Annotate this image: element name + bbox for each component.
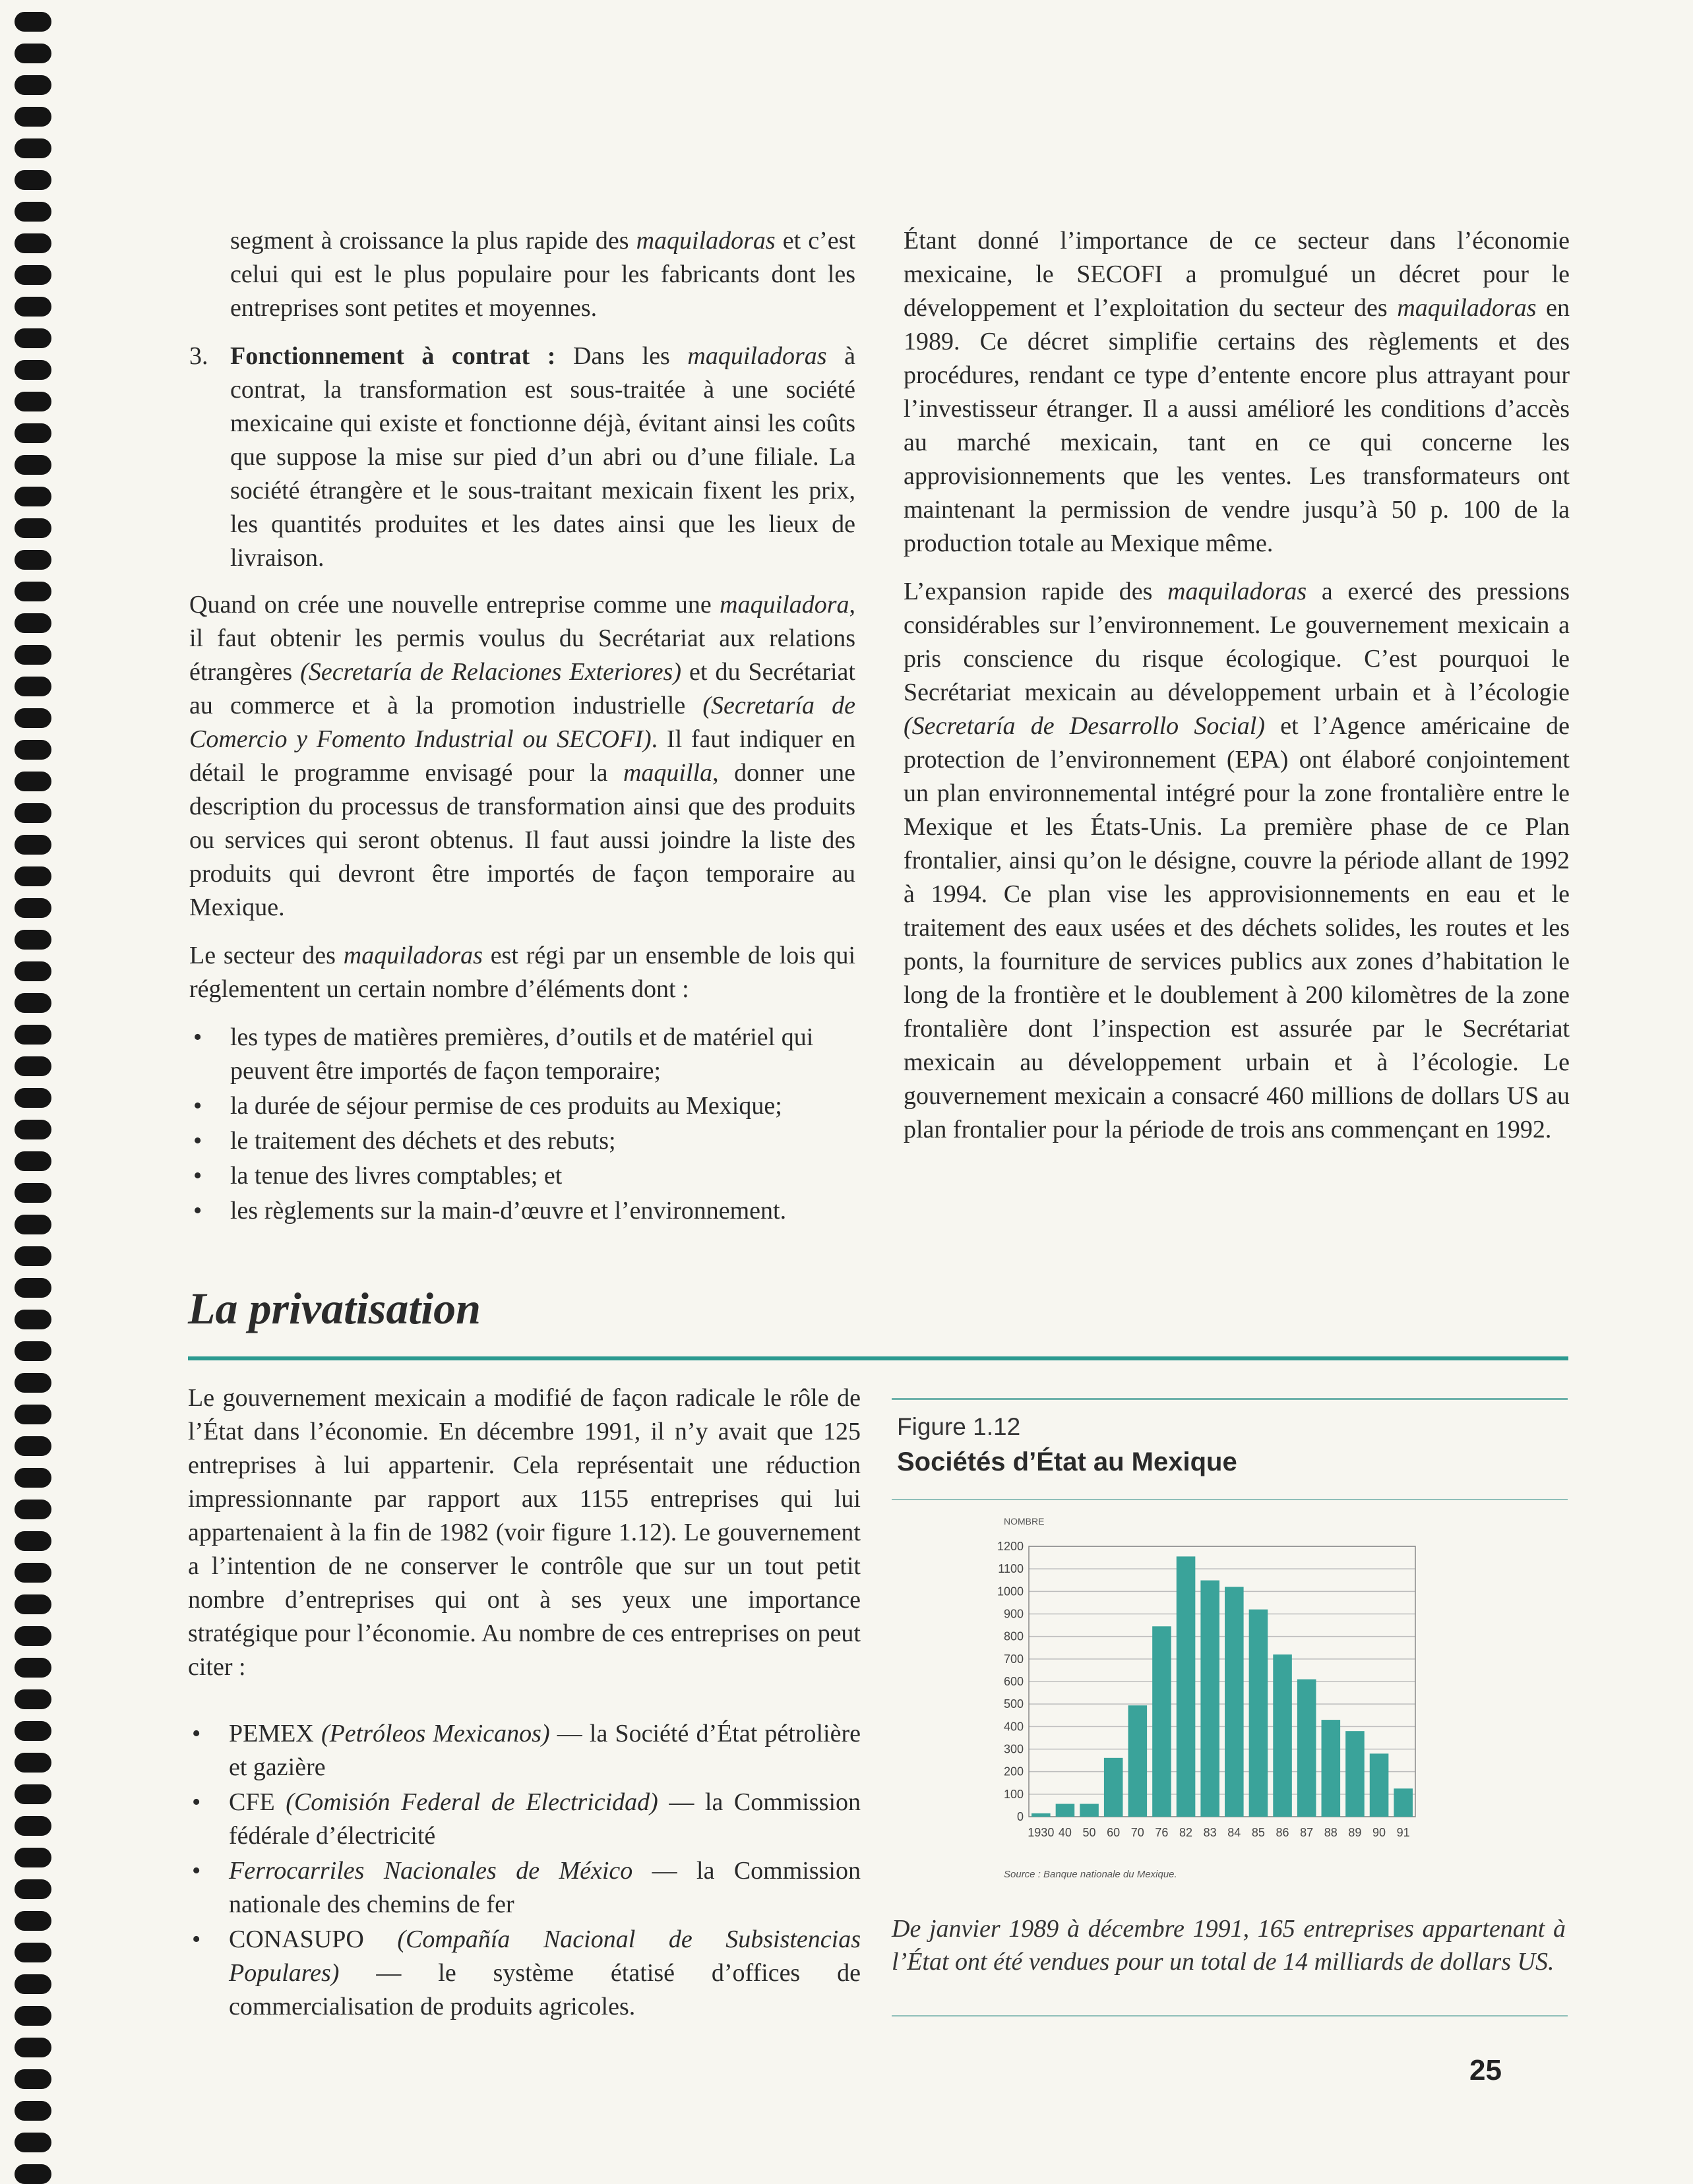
y-tick-label: 700 xyxy=(1003,1652,1024,1666)
binding-hole xyxy=(15,1911,51,1931)
laws-bullet-list xyxy=(189,1021,855,1228)
figure-source: Source : Banque nationale du Mexique. xyxy=(1004,1869,1177,1880)
y-tick-label: 1200 xyxy=(997,1540,1024,1553)
binding-hole xyxy=(15,138,51,158)
binding-hole xyxy=(15,2164,51,2184)
y-tick-label: 0 xyxy=(1016,1810,1024,1823)
binding-hole xyxy=(15,1500,51,1519)
x-tick-label: 76 xyxy=(1155,1826,1169,1839)
binding-hole xyxy=(15,1468,51,1488)
binding-hole xyxy=(15,898,51,918)
y-tick-label: 900 xyxy=(1003,1607,1024,1621)
binding-hole xyxy=(15,930,51,950)
binding-hole xyxy=(15,866,51,886)
paragraph-intro: segment à croissance la plus rapide des maquiladoras et c’est celui qui est le plus populaire pour les fabricants dont les entreprises sont petites et moyennes. xyxy=(230,227,856,322)
binding-hole xyxy=(15,2069,51,2089)
binding-hole xyxy=(15,1974,51,1994)
paragraph-permits: Quand on crée une nouvelle entreprise comme une maquiladora, il faut obtenir les permis voulus du Secrétariat aux relations étrangères (Secretaría de Relaciones Exteriores) et du Secrétariat au commerce et à la promotion industrielle (Secretaría de Comercio y Fomento Industrial ou SECOFI). Il faut indiquer en détail le programme envisagé pour la maquilla, donner une description du processus de transformation ainsi que des produits ou services qui seront obtenus. Il faut aussi joindre la liste des produits qui devront être importés de façon temporaire au Mexique. xyxy=(189,591,856,921)
y-tick-label: 600 xyxy=(1003,1675,1024,1688)
bar-76 xyxy=(1152,1626,1171,1817)
left-column xyxy=(189,224,855,1229)
bar-1930 xyxy=(1031,1813,1051,1817)
item-title: Fonctionnement à contrat : xyxy=(230,342,556,370)
y-tick-label: 100 xyxy=(1003,1787,1024,1801)
binding-hole xyxy=(15,961,51,981)
binding-hole xyxy=(15,1563,51,1583)
binding-hole xyxy=(15,1531,51,1551)
binding-hole xyxy=(15,328,51,348)
x-tick-label: 91 xyxy=(1396,1826,1410,1839)
list-item: • PEMEX (Petróleos Mexicanos) — la Société d’État pétrolière et gazière xyxy=(192,1720,861,1781)
binding-hole xyxy=(15,1848,51,1867)
list-item: • la tenue des livres comptables; et xyxy=(193,1162,563,1190)
bar-88 xyxy=(1322,1720,1341,1817)
binding-hole xyxy=(15,1405,51,1424)
bar-87 xyxy=(1297,1680,1316,1817)
binding-hole xyxy=(15,1689,51,1709)
x-tick-label: 89 xyxy=(1348,1826,1362,1839)
bar-85 xyxy=(1249,1610,1268,1817)
bar-chart xyxy=(989,1510,1425,1886)
x-tick-label: 50 xyxy=(1082,1826,1096,1839)
binding-hole xyxy=(15,1816,51,1836)
figure-title-rule xyxy=(892,1499,1568,1500)
binding-hole xyxy=(15,265,51,285)
binding-hole xyxy=(15,613,51,633)
binding-hole xyxy=(15,75,51,95)
figure-bottom-rule xyxy=(892,2015,1568,2017)
paragraph-environment: L’expansion rapide des maquiladoras a exercé des pressions considérables sur l’environnement. Le gouvernement mexicain a pris conscience du risque écologique. C’est pourquoi le Secrétariat mexicain au développement urbain et à l’écologie (Secretaría de Desarrollo Social) et l’Agence américaine de protection de l’environnement (EPA) ont élaboré conjointement un plan environnemental intégré pour la zone frontalière entre le Mexique et les États-Unis. La première phase de ce Plan frontalier, ainsi qu’on le désigne, couvre la période allant de 1992 à 1994. Ce plan vise les approvisionnements en eau et le traitement des eaux usées et des déchets solides, les routes et les ponts, la fourniture de services publics aux zones d’habitation le long de la frontière et le doublement à 200 kilomètres de la zone frontalière dont l’inspection est assurée par le Secrétariat mexicain au développement urbain et à l’écologie. Le gouvernement mexicain a consacré 460 millions de dollars US au plan frontalier pour la période de trois ans commençant en 1992. xyxy=(904,578,1570,1143)
list-item: • CONASUPO (Compañía Nacional de Subsistencias Populares) — le système étatisé d’offices de commercialisation de produits agricoles. xyxy=(192,1926,861,2020)
binding-hole xyxy=(15,1183,51,1203)
x-tick-label: 82 xyxy=(1179,1826,1193,1839)
binding-hole xyxy=(15,772,51,791)
section-rule xyxy=(188,1356,1568,1360)
binding-hole xyxy=(15,645,51,665)
list-item: • les règlements sur la main-d’œuvre et l’environnement. xyxy=(193,1197,787,1225)
bar-82 xyxy=(1177,1556,1196,1817)
binding-hole xyxy=(15,677,51,696)
binding-hole xyxy=(15,2038,51,2057)
list-item: • les types de matières premières, d’outils et de matériel qui peuvent être importés de façon temporaire; xyxy=(193,1023,814,1085)
bar-90 xyxy=(1370,1753,1389,1817)
paragraph-secofi-decree: Étant donné l’importance de ce secteur dans l’économie mexicaine, le SECOFI a promulgué un décret pour le développement et l’exploitation du secteur des maquiladoras en 1989. Ce décret simplifie certains des règlements et des procédures, rendant ce type d’entente encore plus attrayant pour l’investisseur étranger. Il a aussi amélioré les conditions d’accès au marché mexicain, tant en ce qui concerne les approvisionnements que les ventes. Les transformateurs ont maintenant la permission de vendre jusqu’à 50 p. 100 de la production totale au Mexique même. xyxy=(904,227,1570,557)
spiral-binding xyxy=(0,0,63,2179)
x-tick-label: 70 xyxy=(1130,1826,1144,1839)
binding-hole xyxy=(15,107,51,127)
y-tick-label: 300 xyxy=(1003,1742,1024,1756)
x-tick-label: 1930 xyxy=(1028,1826,1055,1839)
binding-hole xyxy=(15,835,51,855)
x-tick-label: 60 xyxy=(1107,1826,1121,1839)
list-item: • Ferrocarriles Nacionales de México — la Commission nationale des chemins de fer xyxy=(192,1857,861,1918)
paragraph-privatisation: Le gouvernement mexicain a modifié de façon radicale le rôle de l’État dans l’économie. En décembre 1991, il n’y avait que 125 entreprises à lui appartenir. Cela représentait une réduction impressionnante par rapport aux 1155 entreprises qui lui appartenaient à la fin de 1982 (voir figure 1.12). Le gouvernement a l’intention de ne conserver le contrôle que sur un tout petit nombre d’entreprises qui ont à ses yeux une importance stratégique pour l’économie. Au nombre de ces entreprises on peut citer : xyxy=(188,1384,861,1681)
binding-hole xyxy=(15,170,51,190)
binding-hole xyxy=(15,550,51,570)
binding-hole xyxy=(15,1025,51,1045)
list-item: • CFE (Comisión Federal de Electricidad) — la Commission fédérale d’électricité xyxy=(192,1788,861,1850)
binding-hole xyxy=(15,1151,51,1171)
bar-70 xyxy=(1128,1705,1148,1817)
figure-title: Sociétés d’État au Mexique xyxy=(897,1447,1237,1476)
binding-hole xyxy=(15,803,51,823)
binding-hole xyxy=(15,1436,51,1456)
binding-hole xyxy=(15,1088,51,1108)
x-tick-label: 85 xyxy=(1251,1826,1265,1839)
binding-hole xyxy=(15,518,51,538)
right-column xyxy=(904,224,1570,1161)
binding-hole xyxy=(15,2101,51,2121)
bar-86 xyxy=(1273,1654,1292,1817)
binding-hole xyxy=(15,1278,51,1298)
y-tick-label: 1100 xyxy=(998,1562,1024,1576)
state-companies-list xyxy=(188,1717,861,2024)
binding-hole xyxy=(15,1784,51,1804)
x-tick-label: 87 xyxy=(1300,1826,1314,1839)
paragraph-laws: Le secteur des maquiladoras est régi par un ensemble de lois qui réglementent un certain nombre d’éléments dont : xyxy=(189,942,856,1003)
binding-hole xyxy=(15,455,51,475)
binding-hole xyxy=(15,297,51,317)
binding-hole xyxy=(15,12,51,32)
binding-hole xyxy=(15,423,51,443)
binding-hole xyxy=(15,1721,51,1741)
y-tick-label: 1000 xyxy=(997,1585,1024,1598)
binding-hole xyxy=(15,1310,51,1329)
y-tick-label: 800 xyxy=(1003,1629,1024,1643)
bar-89 xyxy=(1345,1731,1365,1817)
binding-hole xyxy=(15,1658,51,1678)
binding-hole xyxy=(15,202,51,222)
list-item: • la durée de séjour permise de ces produits au Mexique; xyxy=(193,1092,782,1120)
list-item: • le traitement des déchets et des rebuts; xyxy=(193,1127,616,1155)
bar-40 xyxy=(1056,1804,1075,1817)
privatisation-column xyxy=(188,1381,861,2025)
binding-hole xyxy=(15,1626,51,1646)
binding-hole xyxy=(15,1879,51,1899)
bar-84 xyxy=(1225,1587,1244,1817)
bar-50 xyxy=(1080,1804,1099,1817)
binding-hole xyxy=(15,1056,51,1076)
binding-hole xyxy=(15,708,51,728)
x-tick-label: 86 xyxy=(1276,1826,1289,1839)
binding-hole xyxy=(15,360,51,380)
binding-hole xyxy=(15,392,51,411)
binding-hole xyxy=(15,993,51,1013)
x-tick-label: 90 xyxy=(1372,1826,1386,1839)
binding-hole xyxy=(15,1341,51,1361)
binding-hole xyxy=(15,2133,51,2152)
binding-hole xyxy=(15,1594,51,1614)
binding-hole xyxy=(15,233,51,253)
figure-caption: De janvier 1989 à décembre 1991, 165 entreprises appartenant à l’État ont été vendues pour un total de 14 milliards de dollars US. xyxy=(892,1915,1566,1976)
binding-hole xyxy=(15,582,51,601)
binding-hole xyxy=(15,1120,51,1139)
binding-hole xyxy=(15,740,51,760)
figure-top-rule xyxy=(892,1398,1568,1400)
y-tick-label: 200 xyxy=(1003,1765,1024,1778)
y-tick-label: 400 xyxy=(1003,1720,1024,1734)
y-axis-label: NOMBRE xyxy=(1004,1516,1045,1527)
bar-83 xyxy=(1200,1581,1219,1817)
bar-60 xyxy=(1104,1758,1123,1817)
numbered-item-3: 3. Fonctionnement à contrat : Dans les maquiladoras à contrat, la transformation est sous-traitée à une société mexicaine qui existe et fonctionne déjà, évitant ainsi les coûts que suppose la mise sur pied d’un abri ou d’une filiale. La société étrangère et le sous-traitant mexicain fixent les prix, les quantités produites et les dates ainsi que les lieux de livraison. xyxy=(189,340,855,575)
bar-91 xyxy=(1394,1788,1413,1817)
item-number: 3. xyxy=(189,342,208,370)
x-tick-label: 40 xyxy=(1058,1826,1072,1839)
x-tick-label: 88 xyxy=(1324,1826,1338,1839)
y-tick-label: 500 xyxy=(1003,1697,1024,1711)
binding-hole xyxy=(15,1943,51,1962)
binding-hole xyxy=(15,1246,51,1266)
binding-hole xyxy=(15,1753,51,1773)
binding-hole xyxy=(15,1215,51,1234)
x-tick-label: 83 xyxy=(1203,1826,1217,1839)
binding-hole xyxy=(15,44,51,63)
section-title: La privatisation xyxy=(188,1283,481,1333)
page-number: 25 xyxy=(1469,2054,1502,2086)
binding-hole xyxy=(15,487,51,506)
x-tick-label: 84 xyxy=(1227,1826,1241,1839)
binding-hole xyxy=(15,2006,51,2026)
binding-hole xyxy=(15,1373,51,1393)
figure-label: Figure 1.12 xyxy=(897,1413,1021,1440)
